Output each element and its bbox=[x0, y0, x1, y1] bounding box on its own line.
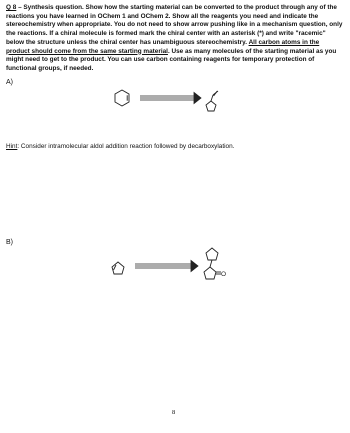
part-a-product-structure bbox=[206, 91, 218, 111]
hint-text bbox=[6, 143, 234, 150]
part-a-reaction-arrow bbox=[140, 93, 201, 104]
question-underlined-text: All carbon atoms in the product should come from the same starting material bbox=[6, 38, 320, 55]
part-b-label: B) bbox=[6, 239, 13, 246]
question-text-part-2: . Use as many molecules of the starting material as you might need to get to the product. You can use carbon containing reagents for temporary protection of functional groups, if needed. bbox=[6, 47, 337, 72]
hint-body: : Consider intramolecular aldol addition reaction followed by decarboxylation. bbox=[17, 143, 235, 150]
question-number: Q 8 bbox=[6, 4, 17, 11]
part-b-carbonyl-oxygen-label: O bbox=[221, 271, 227, 278]
hint-label: Hint bbox=[6, 143, 18, 150]
part-a-label: A) bbox=[6, 79, 13, 86]
part-a-starting-material-cyclohexene bbox=[115, 90, 129, 106]
part-b-starting-material-cyclopentene bbox=[112, 262, 124, 274]
part-b-product-structure bbox=[204, 248, 221, 279]
part-b-reaction-arrow bbox=[135, 261, 198, 272]
question-text-part-1: – Synthesis question. Show how the starting material can be converted to the product through any of the reactions you have learned in OChem 1 and OChem 2. Show all the reagents you need and indicate the stereochemistry when appropriate. You do not need to show arrow pushing like in a mechanism question, only the reactions. If a chiral molecule is formed mark the chiral center with an asterisk (*) and write "racemic" below the structure unless the chiral center has unambiguous stereochemistry. bbox=[6, 4, 343, 46]
page-number: 8 bbox=[172, 409, 176, 416]
